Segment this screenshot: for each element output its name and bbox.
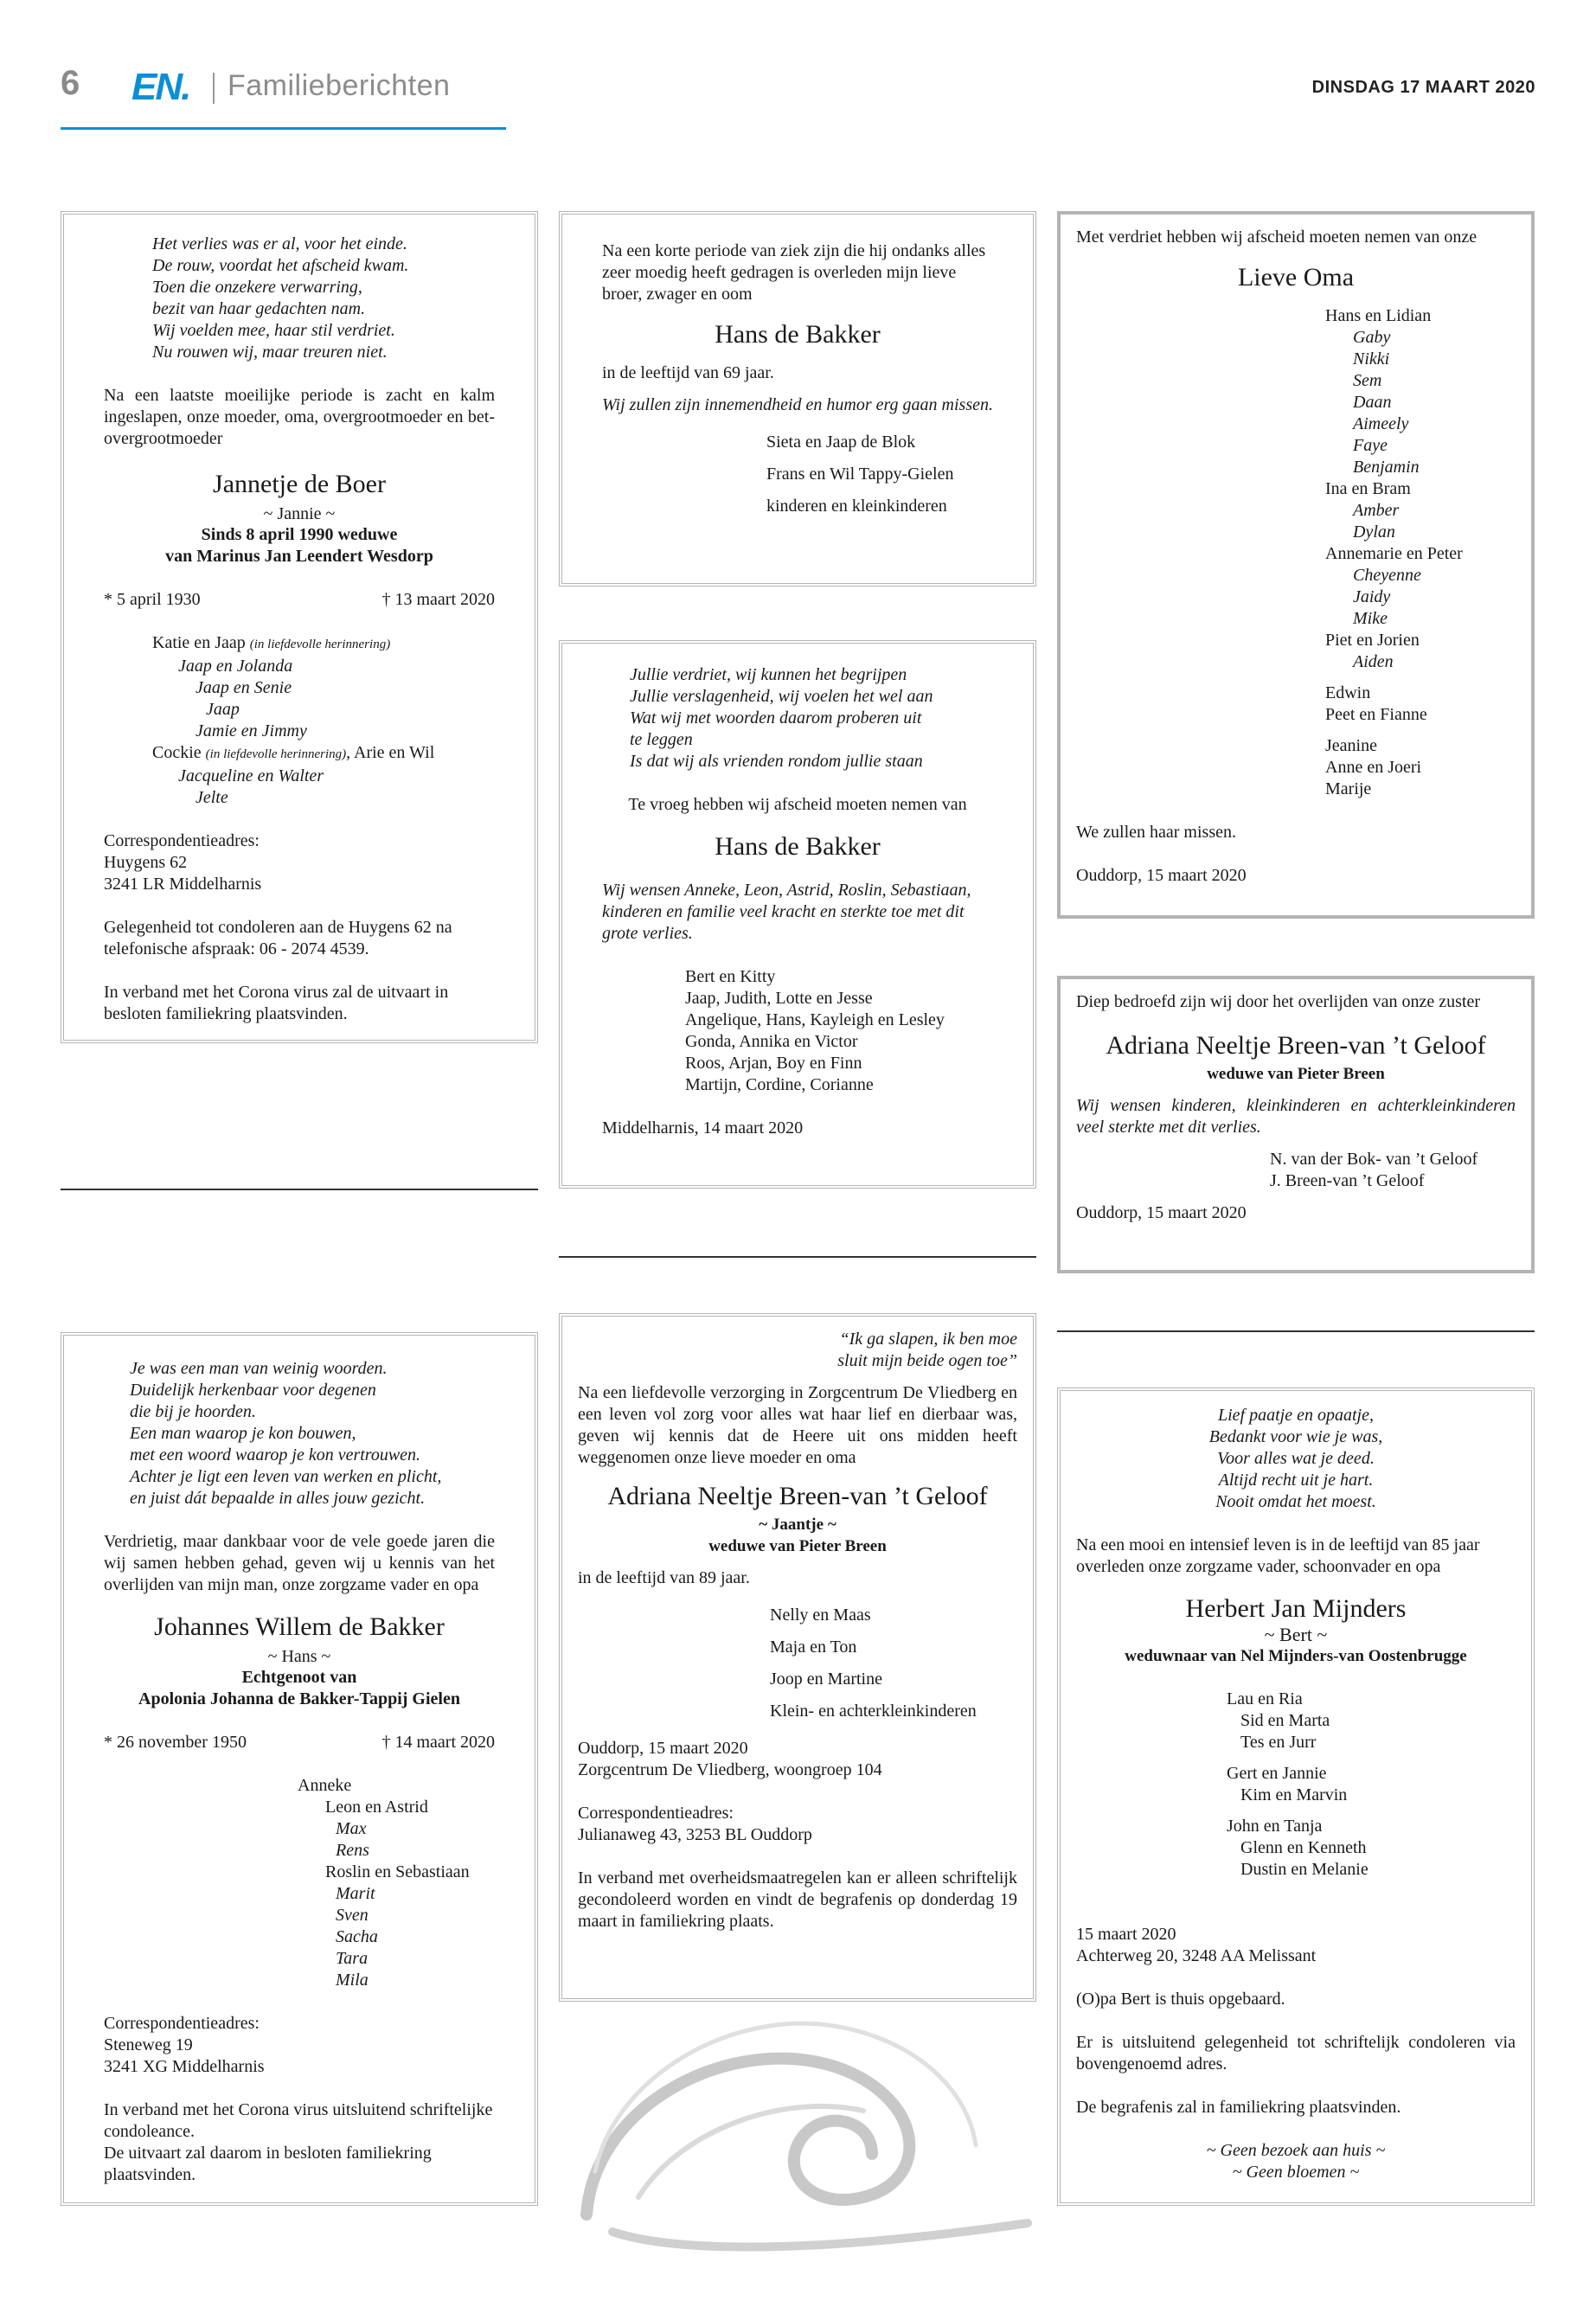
issue-date: DINSDAG 17 MAART 2020 <box>1311 78 1535 97</box>
poem <box>1076 1405 1516 1513</box>
family-line: Roslin en Sebastiaan <box>325 1862 470 1881</box>
family-list <box>1076 305 1516 800</box>
condolence-note: Er is uitsluitend gelegenheid tot schriftelijk condoleren via bovengenoemd adres. <box>1076 2033 1516 2073</box>
location: Zorgcentrum De Vliedberg, woongroep 104 <box>578 1760 882 1779</box>
signer: Angelique, Hans, Kayleigh en Lesley <box>685 1010 945 1029</box>
family-line: Aimeely <box>1353 414 1409 433</box>
family-line: Jaap en Jolanda <box>178 657 293 676</box>
family-line: Benjamin <box>1353 458 1420 477</box>
poem <box>602 664 993 772</box>
poem-line: Altijd recht uit je hart. <box>1218 1471 1374 1490</box>
widow-line: Sinds 8 april 1990 weduwe <box>201 525 398 544</box>
header-rule <box>61 127 506 130</box>
decorative-swirl-ornament <box>561 1998 1045 2258</box>
poem-line: Een man waarop je kon bouwen, <box>130 1424 356 1443</box>
signer: Martijn, Cordine, Corianne <box>685 1075 874 1094</box>
birth-date: * 5 april 1930 <box>104 590 201 609</box>
birth-date: * 26 november 1950 <box>104 1733 247 1752</box>
family-line: Amber <box>1353 501 1400 520</box>
family-line: John en Tanja <box>1227 1817 1323 1836</box>
announcement-text: Na een laatste moeilijke periode is zacht en kalm ingeslapen, onze moeder, oma, overgrootmoeder en bet-overgrootmoeder <box>104 386 495 448</box>
family-line: Jamie en Jimmy <box>195 721 307 740</box>
family-line: Sven <box>336 1906 369 1925</box>
header-divider <box>213 73 215 104</box>
deceased-name: Hans de Bakker <box>715 832 881 861</box>
condolence-note: Gelegenheid tot condoleren aan de Huygens 62 na telefonische afspraak: 06 - 2074 4539. <box>104 918 452 958</box>
announcement-text: Met verdriet hebben wij afscheid moeten nemen van onze <box>1076 228 1477 247</box>
spouse-line: Apolonia Johanna de Bakker-Tappij Gielen <box>138 1689 460 1708</box>
obituary-johannes-willem-de-bakker <box>61 1332 538 2206</box>
place-date: Ouddorp, 15 maart 2020 <box>578 1739 748 1758</box>
family-line: Annemarie en Peter <box>1325 544 1463 563</box>
poem-line: Achter je ligt een leven van werken en plicht, <box>130 1467 442 1486</box>
family-line: Rens <box>336 1841 369 1860</box>
family-line: Marije <box>1325 779 1372 798</box>
signer: Joop en Martine <box>770 1670 882 1689</box>
obituary-adriana-family <box>559 1313 1036 2002</box>
correspondence-city: 3241 LR Middelharnis <box>104 875 262 894</box>
family-line: Edwin <box>1325 683 1371 702</box>
swirl-stroke <box>612 2223 1028 2247</box>
nickname: ~ Hans ~ <box>267 1647 331 1666</box>
deceased-name: Adriana Neeltje Breen-van ’t Geloof <box>607 1482 988 1510</box>
widow-line: weduwe van Pieter Breen <box>1207 1065 1385 1083</box>
deceased-name: Lieve Oma <box>1237 263 1355 292</box>
family-line: Jelte <box>195 788 228 807</box>
poem-line: Toen die onzekere verwarring, <box>152 278 362 297</box>
widower-line: weduwnaar van Nel Mijnders-van Oostenbrugge <box>1125 1647 1467 1665</box>
signer: Gonda, Annika en Victor <box>685 1032 858 1051</box>
poem-line: en juist dát bepaalde in alles jouw gezicht. <box>130 1489 426 1508</box>
widow-line: weduwe van Pieter Breen <box>708 1537 887 1555</box>
poem-line: Jullie verdriet, wij kunnen het begrijpen <box>630 665 907 684</box>
obituary-herbert-jan-mijnders <box>1057 1388 1535 2206</box>
place-date: Ouddorp, 15 maart 2020 <box>1076 866 1247 885</box>
signer: Maja en Ton <box>770 1638 857 1657</box>
family-list <box>1076 1689 1516 1881</box>
family-line: Kim en Marvin <box>1240 1785 1348 1804</box>
family-line: Katie en Jaap (in liefdevolle herinnering) <box>152 633 391 652</box>
spouse-line: Echtgenoot van <box>241 1668 357 1687</box>
poem-line: Wij voelden mee, haar stil verdriet. <box>152 321 395 340</box>
signers <box>602 426 993 522</box>
family-line: Anneke <box>298 1776 352 1795</box>
family-line: Gert en Jannie <box>1227 1764 1327 1783</box>
signer: Klein- en achterkleinkinderen <box>770 1702 977 1721</box>
section-title: Familieberichten <box>228 69 451 102</box>
address-line: Achterweg 20, 3248 AA Melissant <box>1076 1946 1317 1965</box>
poem-line: Nooit omdat het moest. <box>1215 1492 1376 1511</box>
signer: Nelly en Maas <box>770 1606 871 1625</box>
quote-line: sluit mijn beide ogen toe” <box>837 1351 1017 1370</box>
obituary-hans-de-bakker-friends <box>559 640 1036 1189</box>
poem-line: De rouw, voordat het afscheid kwam. <box>152 256 409 275</box>
family-line: Anne en Joeri <box>1325 758 1422 777</box>
poem-line: Is dat wij als vrienden rondom jullie staan <box>630 752 923 771</box>
family-line: Glenn en Kenneth <box>1240 1838 1367 1857</box>
family-line: Aiden <box>1353 652 1394 671</box>
nickname: ~ Bert ~ <box>1264 1624 1328 1645</box>
funeral-note: De uitvaart zal daarom in besloten familiekring plaatsvinden. <box>104 2144 432 2184</box>
poem <box>104 234 495 363</box>
poem-line: Nu rouwen wij, maar treuren niet. <box>152 343 388 362</box>
quote-line: “Ik ga slapen, ik ben moe <box>839 1330 1017 1349</box>
nickname: ~ Jannie ~ <box>263 504 336 523</box>
life-dates <box>104 1732 495 1753</box>
poem-line: met een woord waarop je kon vertrouwen. <box>130 1445 421 1465</box>
family-line: Jacqueline en Walter <box>178 766 324 785</box>
family-line: Jaidy <box>1353 587 1391 606</box>
family-line: Faye <box>1353 436 1388 455</box>
family-line: Sid en Marta <box>1240 1711 1330 1730</box>
wish-text: Wij wensen Anneke, Leon, Astrid, Roslin, Sebastiaan, kinderen en familie veel kracht en sterkte toe met dit grote verlies. <box>602 881 971 943</box>
family-line: Mike <box>1353 609 1388 628</box>
family-line: Max <box>336 1819 367 1838</box>
announcement-text: Verdrietig, maar dankbaar voor de vele goede jaren die wij samen hebben gehad, geven wij u kennis van het overlijden van mijn man, onze zorgzame vader en opa <box>104 1532 495 1594</box>
wish-text: Wij wensen kinderen, kleinkinderen en achterkleinkinderen veel sterkte met dit verlies. <box>1076 1096 1516 1137</box>
signer: kinderen en kleinkinderen <box>766 497 947 516</box>
funeral-note: In verband met het Corona virus zal de uitvaart in besloten familiekring plaatsvinden. <box>104 983 449 1023</box>
age-line: in de leeftijd van 69 jaar. <box>602 363 774 382</box>
obituary-adriana-sisters <box>1057 976 1535 1273</box>
poem-line: die bij je hoorden. <box>130 1402 256 1421</box>
family-line: Cockie (in liefdevolle herinnering), Arie en Wil <box>152 743 435 762</box>
life-dates <box>104 589 495 611</box>
family-line: Leon en Astrid <box>325 1798 428 1817</box>
family-line: Lau en Ria <box>1227 1689 1303 1708</box>
announcement-text: Na een mooi en intensief leven is in de leeftijd van 85 jaar overleden onze zorgzame vader, schoonvader en opa <box>1076 1535 1480 1576</box>
funeral-note: In verband met overheidsmaatregelen kan er alleen schriftelijk gecondoleerd worden en vindt de begrafenis op donderdag 19 maart in familiekring plaats. <box>578 1868 1017 1931</box>
page-header <box>0 0 1596 138</box>
correspondence-label: Correspondentieadres: <box>104 2014 260 2033</box>
poem-line: Je was een man van weinig woorden. <box>130 1359 388 1378</box>
place-date: Ouddorp, 15 maart 2020 <box>1076 1203 1247 1222</box>
family-line: Tara <box>336 1949 369 1968</box>
column-rule <box>1057 1330 1535 1332</box>
poem-line: Bedankt voor wie je was, <box>1208 1427 1383 1446</box>
deceased-name: Johannes Willem de Bakker <box>154 1612 445 1641</box>
death-date: † 13 maart 2020 <box>381 590 495 609</box>
obituary-jannetje-de-boer <box>61 211 538 1043</box>
family-list <box>104 1775 495 1991</box>
swirl-stroke <box>586 2059 909 2214</box>
family-line: Marit <box>336 1884 375 1903</box>
age-line: in de leeftijd van 89 jaar. <box>578 1568 750 1587</box>
laid-out-note: (O)pa Bert is thuis opgebaard. <box>1076 1990 1285 2009</box>
signer: Bert en Kitty <box>685 967 776 986</box>
announcement-text: Na een liefdevolle verzorging in Zorgcentrum De Vliedberg en een leven vol zorg voor alles wat haar lief en dierbaar was, geven wij kennis dat de Heere uit ons midden heeft weggenomen onze lieve moeder en oma <box>578 1383 1017 1467</box>
poem-line: Duidelijk herkenbaar voor degenen <box>130 1381 376 1400</box>
family-line: Tes en Jurr <box>1240 1733 1317 1752</box>
family-line: Peet en Fianne <box>1325 705 1427 724</box>
obituary-lieve-oma <box>1057 211 1535 919</box>
memory-text: Wij zullen zijn innemendheid en humor erg gaan missen. <box>602 395 993 414</box>
signer: Sieta en Jaap de Blok <box>766 433 916 452</box>
family-line: Jaap <box>206 700 240 719</box>
family-line: Dustin en Melanie <box>1240 1860 1368 1879</box>
poem-line: te leggen <box>630 730 693 749</box>
poem-line: Wat wij met woorden daarom proberen uit <box>630 708 922 727</box>
family-line: Mila <box>336 1971 369 1990</box>
poem-line: bezit van haar gedachten nam. <box>152 299 366 318</box>
signer: N. van der Bok- van ’t Geloof <box>1270 1150 1478 1169</box>
column-rule <box>559 1256 1036 1258</box>
signer: Frans en Wil Tappy-Gielen <box>766 465 954 484</box>
date-line: 15 maart 2020 <box>1076 1925 1176 1944</box>
signers <box>602 966 993 1096</box>
signer: Roos, Arjan, Boy en Finn <box>685 1054 862 1073</box>
family-line: Cheyenne <box>1353 566 1421 585</box>
no-visit-note: ~ Geen bezoek aan huis ~ <box>1206 2141 1386 2160</box>
family-list <box>104 632 495 809</box>
signers <box>1076 1149 1516 1192</box>
family-line: Ina en Bram <box>1325 479 1411 498</box>
correspondence-label: Correspondentieadres: <box>578 1804 734 1823</box>
family-line: Gaby <box>1353 328 1391 347</box>
family-line: Jeanine <box>1325 736 1377 755</box>
deceased-name: Hans de Bakker <box>715 320 881 349</box>
correspondence-street: Steneweg 19 <box>104 2035 193 2054</box>
correspondence-label: Correspondentieadres: <box>104 831 260 850</box>
condolence-note: In verband met het Corona virus uitsluitend schriftelijke condoleance. <box>104 2100 493 2141</box>
family-line: Hans en Lidian <box>1325 306 1432 325</box>
funeral-note: De begrafenis zal in familiekring plaatsvinden. <box>1076 2098 1401 2117</box>
family-line: Jaap en Senie <box>195 678 292 697</box>
correspondence-city: 3241 XG Middelharnis <box>104 2057 265 2076</box>
obituary-hans-de-bakker-family <box>559 211 1036 586</box>
poem-line: Het verlies was er al, voor het einde. <box>152 234 407 253</box>
nickname: ~ Jaantje ~ <box>759 1516 836 1534</box>
poem-line: Jullie verslagenheid, wij voelen het wel aan <box>630 687 933 706</box>
signer: J. Breen-van ’t Geloof <box>1270 1171 1425 1190</box>
place-date: Middelharnis, 14 maart 2020 <box>602 1118 804 1138</box>
announcement-text: Diep bedroefd zijn wij door het overlijden van onze zuster <box>1076 992 1481 1011</box>
signer: Jaap, Judith, Lotte en Jesse <box>685 989 873 1008</box>
deceased-name: Jannetje de Boer <box>213 470 386 498</box>
correspondence-street: Huygens 62 <box>104 853 188 872</box>
no-flowers-note: ~ Geen bloemen ~ <box>1232 2163 1360 2182</box>
family-line: Piet en Jorien <box>1325 631 1420 650</box>
death-date: † 14 maart 2020 <box>381 1733 495 1752</box>
newspaper-logo[interactable]: EN. <box>131 66 190 108</box>
deceased-name: Herbert Jan Mijnders <box>1185 1594 1407 1623</box>
closing-text: We zullen haar missen. <box>1076 823 1236 842</box>
family-line: Sacha <box>336 1927 378 1946</box>
deceased-name: Adriana Neeltje Breen-van ’t Geloof <box>1106 1031 1486 1060</box>
poem-line: Lief paatje en opaatje, <box>1218 1406 1374 1425</box>
correspondence-address: Julianaweg 43, 3253 BL Ouddorp <box>578 1825 812 1844</box>
family-line: Sem <box>1353 371 1382 390</box>
family-line: Daan <box>1353 393 1392 412</box>
widow-line: van Marinus Jan Leendert Wesdorp <box>165 547 433 566</box>
column-rule <box>61 1189 538 1190</box>
announcement-text: Te vroeg hebben wij afscheid moeten nemen van <box>628 795 967 814</box>
poem-line: Voor alles wat je deed. <box>1217 1449 1375 1468</box>
family-line: Nikki <box>1353 349 1390 369</box>
signers <box>578 1599 1017 1727</box>
page-number: 6 <box>61 64 80 102</box>
family-line: Dylan <box>1353 522 1395 542</box>
announcement-text: Na een korte periode van ziek zijn die hij ondanks alles zeer moedig heeft gedragen is overleden mijn lieve broer, zwager en oom <box>602 241 986 304</box>
poem <box>104 1358 495 1509</box>
